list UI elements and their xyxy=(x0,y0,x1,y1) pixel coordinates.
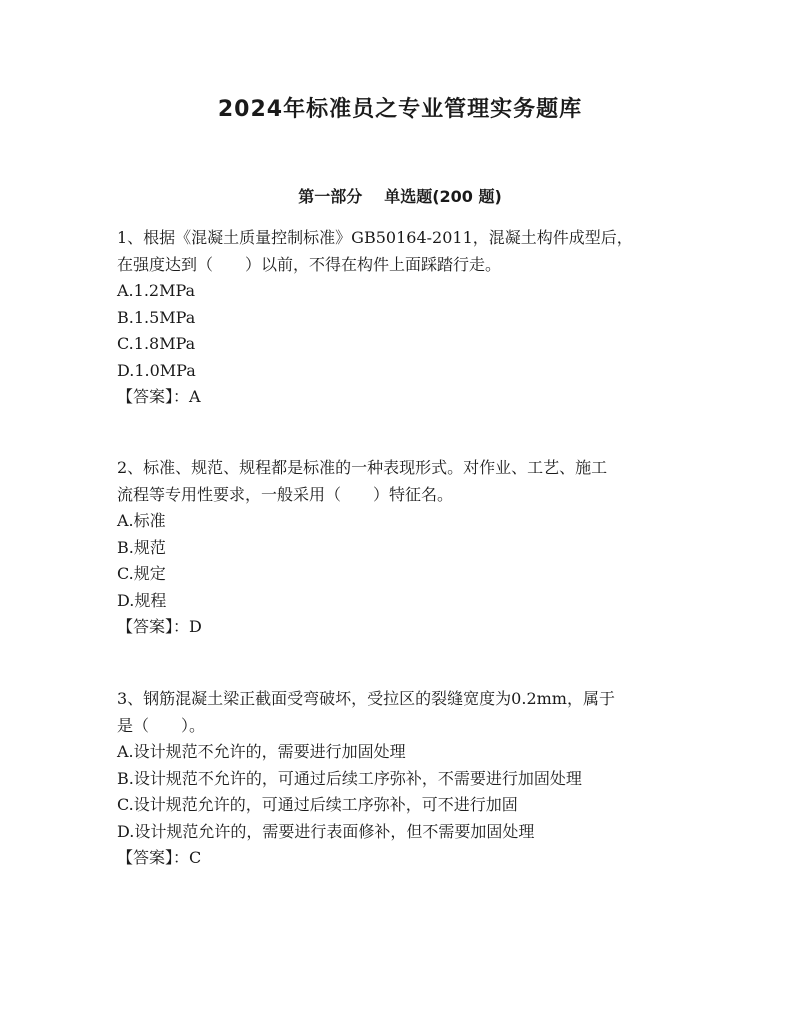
answer-line xyxy=(117,614,692,641)
question-stem: 3、钢筋混凝土梁正截面受弯破坏，受拉区的裂缝宽度为0.2mm，属于 xyxy=(117,689,615,708)
option-b: B.1.5MPa xyxy=(117,307,196,327)
option-b: B.设计规范不允许的，可通过后续工序弥补，不需要进行加固处理 xyxy=(117,768,582,788)
option-a: A.设计规范不允许的，需要进行加固处理 xyxy=(117,742,406,761)
question-1 xyxy=(117,225,692,411)
question-stem-continued: 在强度达到（ ）以前，不得在构件上面踩踏行走。 xyxy=(117,254,502,274)
option-a: A.1.2MPa xyxy=(117,281,196,300)
answer-label: 【答案】： xyxy=(117,617,190,636)
option-a: A.标准 xyxy=(117,511,166,530)
question-stem: 2、标准、规范、规程都是标准的一种表现形式。对作业、工艺、施工 xyxy=(117,458,608,477)
question-3 xyxy=(117,686,692,872)
answer-value: A xyxy=(189,387,201,406)
section-part: 第一部分 xyxy=(298,187,363,206)
option-d: D.设计规范允许的，需要进行表面修补，但不需要加固处理 xyxy=(117,821,535,841)
answer-label: 【答案】： xyxy=(117,387,190,406)
option-d: D.1.0MPa xyxy=(117,360,196,380)
question-stem-continued: 流程等专用性要求，一般采用（ ）特征名。 xyxy=(117,484,454,504)
answer-line xyxy=(117,845,692,872)
option-c: C.规定 xyxy=(117,564,166,583)
option-b: B.规范 xyxy=(117,537,166,557)
question-stem-continued: 是（ ）。 xyxy=(117,715,206,735)
answer-value: D xyxy=(189,617,202,636)
question-stem: 1、根据《混凝土质量控制标准》GB50164-2011，混凝土构件成型后， xyxy=(117,228,633,247)
answer-line xyxy=(117,384,692,411)
option-c: C.1.8MPa xyxy=(117,334,196,353)
option-d: D.规程 xyxy=(117,590,167,610)
question-2 xyxy=(117,455,692,641)
answer-label: 【答案】： xyxy=(117,848,190,867)
answer-value: C xyxy=(189,848,202,867)
section-name: 单选题(200 题) xyxy=(384,187,502,206)
option-c: C.设计规范允许的，可通过后续工序弥补，可不进行加固 xyxy=(117,795,518,814)
document-title: 2024年标准员之专业管理实务题库 xyxy=(217,97,583,122)
section-heading xyxy=(0,184,800,207)
